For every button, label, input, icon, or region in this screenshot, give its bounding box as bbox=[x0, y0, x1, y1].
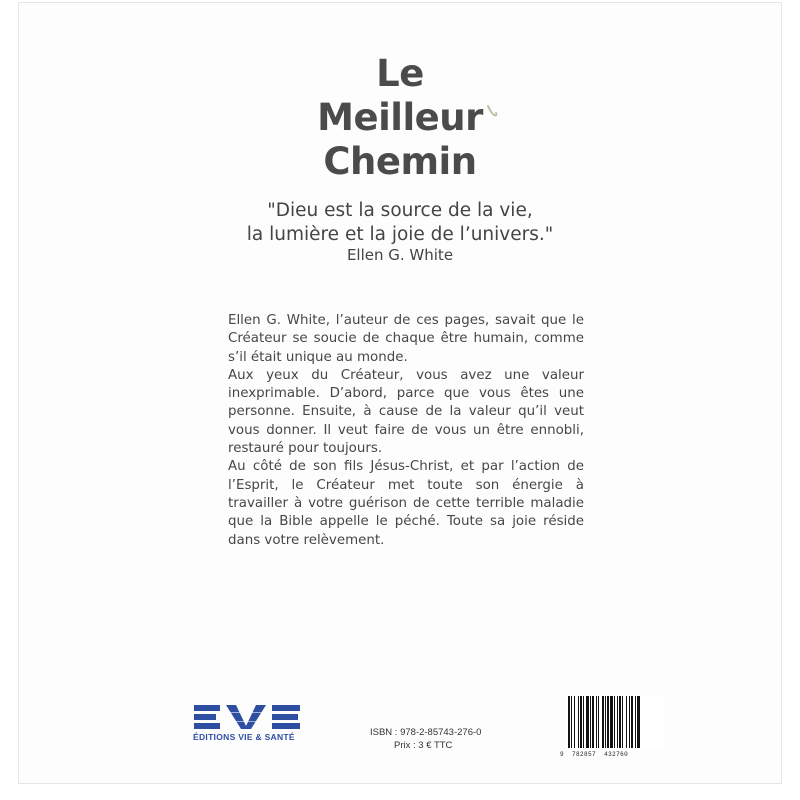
barcode-bar bbox=[607, 696, 609, 748]
publisher-logo bbox=[192, 702, 304, 752]
barcode-digits bbox=[560, 751, 670, 758]
price-label: Prix : 3 € TTC bbox=[394, 740, 453, 751]
barcode-digits-right: 432760 bbox=[604, 751, 629, 758]
paper-speck bbox=[485, 104, 499, 120]
barcode-bar bbox=[614, 696, 615, 748]
title-line-3: Chemin bbox=[323, 140, 477, 183]
title-line-1: Le bbox=[376, 52, 424, 95]
barcode bbox=[566, 696, 664, 748]
barcode-bar bbox=[619, 696, 621, 748]
barcode-bar bbox=[590, 696, 591, 748]
barcode-bar bbox=[571, 696, 572, 748]
epigraph-line-1: "Dieu est la source de la vie, bbox=[267, 200, 533, 221]
barcode-bar bbox=[605, 696, 606, 748]
barcode-bar bbox=[586, 696, 589, 748]
barcode-bar bbox=[568, 696, 570, 748]
barcode-bar bbox=[637, 696, 640, 748]
barcode-bar bbox=[610, 696, 613, 748]
barcode-bar bbox=[592, 696, 594, 748]
barcode-bar bbox=[596, 696, 597, 748]
blurb-paragraph-2: Aux yeux du Créateur, vous avez une valeur inexprimable. D’abord, parce que vous êtes une personne. Ensuite, à cause de la valeur qu’il veut vous donner. Il veut faire de vous un être ennobli, restauré pour toujours. bbox=[228, 367, 584, 457]
blurb-paragraph-3: Au côté de son fils Jésus-Christ, et par l’action de l’Esprit, le Créateur met toute son énergie à travailler à votre guérison de cette terrible maladie que la Bible appelle le péché. Toute sa joie réside dans votre relèvement. bbox=[228, 459, 584, 548]
barcode-bar bbox=[602, 696, 604, 748]
isbn-number: ISBN : 978-2-85743-276-0 bbox=[370, 727, 482, 738]
book-title bbox=[0, 52, 800, 184]
barcode-bar bbox=[580, 696, 582, 748]
title-line-2: Meilleur bbox=[317, 96, 483, 139]
barcode-bar bbox=[574, 696, 575, 748]
blurb-paragraph-1: Ellen G. White, l’auteur de ces pages, savait que le Créateur se soucie de chaque être humain, comme s’il était unique au monde. bbox=[228, 313, 584, 365]
barcode-digits-mid: 782857 bbox=[572, 751, 597, 758]
barcode-bar bbox=[617, 696, 618, 748]
barcode-bar bbox=[598, 696, 599, 748]
barcode-bar bbox=[578, 696, 579, 748]
barcode-digit-left: 9 bbox=[560, 751, 565, 758]
barcode-bar bbox=[635, 696, 636, 748]
back-cover-blurb bbox=[228, 312, 584, 550]
epigraph-line-2: la lumière et la joie de l’univers." bbox=[246, 224, 554, 245]
barcode-bar bbox=[631, 696, 633, 748]
barcode-bar bbox=[626, 696, 627, 748]
barcode-bar bbox=[629, 696, 630, 748]
publisher-tagline: ÉDITIONS VIE & SANTÉ bbox=[193, 732, 295, 742]
epigraph-author: Ellen G. White bbox=[346, 246, 454, 264]
barcode-bar bbox=[622, 696, 623, 748]
barcode-bar bbox=[583, 696, 584, 748]
epigraph bbox=[0, 199, 800, 247]
